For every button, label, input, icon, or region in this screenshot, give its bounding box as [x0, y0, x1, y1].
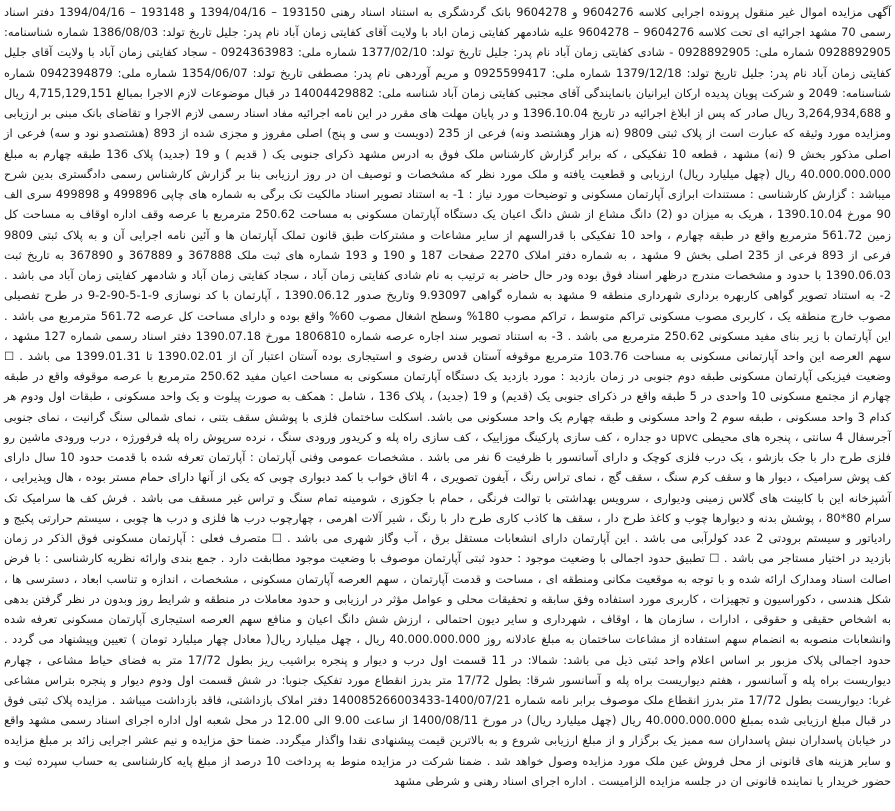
auction-notice-text: آگهی مزایده اموال غیر منقول پرونده اجرایی کلاسه 9604276 و 9604278 بانک گردشگری به استناد اسناد رهنی 193150 – 1394/04/16 و 193148 – 1394/04/16 دفتر اسناد رسمی 70 مشهد اجرائیه ای تحت کلاسه 9604276 – 9604278 علیه شادمهر کفایتی زمان اباد با ولایت آقای کفایتی زمان آباد نام پدر: جلیل تاریخ تولد: 1386/08/03 شماره شناسنامه: 0928892905 شماره ملی: 0928892905 - شادی کفایتی زمان آباد نام پدر: جلیل تاریخ تولد: 1377/02/10 شماره ملی: 0924363983 - سجاد کفایتی زمان آباد با ولایت آقای جلیل کفایتی زمان آباد نام پدر: جلیل تاریخ تولد: 1379/12/18 شماره ملی: 0925599417 و مریم آوردهی نام پدر: مصطفی تاریخ تولد: 1354/06/07 شماره ملی: 0942394879 شماره شناسنامه: 2049 و شرکت پویان پدیده ارکان ایرانیان بانمایندگی آقای مجتبی کفایتی زمان آباد شناسه ملی: 14004429882 در قبال موضوعات لازم الاجرا بمبالغ 4,715,129,151 ریال و 3,264,934,688 ریال صادر که پس از ابلاغ اجرائیه در تاریخ 1396.10.04 و در پایان مهلت های مقرر در این نامه اجرائیه مفاد اسناد رسمی لازم الاجرا و تقاضای بانک مبنی بر ارزیابی ومزایده مورد وثیقه که عبارت است از پلاک ثبتی 9809 (نه هزار وهشتصد ونه) فرعی از 235 (دویست و سی و پنج) اصلی مفروز و مجزی شده از 893 (هشتصدو نود و سه) فرعی از اصلی مذکور بخش 9 (نه) مشهد ، قطعه 10 تفکیکی ، که برابر گزارش کارشناس ملک فوق به ادرس مشهد ذکرای جنوبی یک ( قدیم ) و 19 (جدید) پلاک 136 طبقه چهارم به مبلغ 40.000.000.000 ریال (چهل میلیارد ریال) ارزیابی و قطعیت یافته و ملک مورد نظر که مشخصات و توصیف ان در روز ارزیابی بنا بر گزارش کارشناس رسمی دادگستری بدین شرح میباشد : گزارش کارشناسی : مستندات ابرازی آپارتمان مسکونی و توضیحات مورد نیاز : 1- به استناد تصویر اسناد مالکیت تک برگی به شماره های چاپی 499896 و 499898 سری الف 90 مورخ 1390.10.04 ، هریک به میزان دو (2) دانگ مشاع از شش دانگ اعیان یک دستگاه آپارتمان مسکونی به مساحت 250.62 مترمربع با عرصه وقف اداره اوقاف به مساحت کل زمین 561.72 مترمربع واقع در طبقه چهارم ، واحد 10 تفکیکی با قدرالسهم از سایر مشاعات و مشترکات طبق قانون تملک آپارتمان ها و آئین نامه اجرایی آن و به پلاک ثبتی 9809 فرعی از 893 فرعی از 235 اصلی بخش 9 مشهد ، به شماره دفتر املاک 2270 صفحات 187 و 190 و 193 شماره های ثبت ملک 367888 و 367889 و 367890 به تاریخ ثبت 1390.06.03 با حدود و مشخصات مندرج درظهر اسناد فوق بوده ودر حال حاضر به ترتیب به نام شادی کفایتی زمان آباد ، سجاد کفایتی زمان آباد و شادمهر کفایتی زمان آباد می باشد . 2- به استناد تصویر گواهی کاربهره برداری شهرداری منطقه 9 مشهد به شماره گواهی 9.93097 وتاریخ صدور 1390.06.12 ، آپارتمان با کد نوسازی 9-1-5-90-2-9 در طرح تفصیلی مصوب خارج منطقه یک ، کاربری مصوب مسکونی تراکم متوسط ، تراکم مصوب 180% وسطح اشغال مصوب 60% واقع بوده و دارای مساحت کل عرصه 561.72 مترمربع می باشد . این آپارتمان با زیر بنای مفید مسکونی 250.62 مترمربع می باشد . 3- به استناد تصویر سند اجاره عرصه شماره 1806810 مورخ 1390.07.18 دفتر اسناد رسمی شماره 127 مشهد ، سهم العرصه این واحد آپارتمانی مسکونی به مساحت 103.76 مترمربع موقوفه آستان قدس رضوی و استیجاری بوده آستان اعتبار آن از 1390.02.01 تا 1399.01.31 می باشد . ☐ وضعیت فیزیکی آپارتمان مسکونی طبقه دوم جنوبی در زمان بازدید : مورد بازدید یک دستگاه آپارتمان مسکونی به مساحت اعیان مفید 250.62 مترمربع با عرصه موقوفه واقع در طبقه چهارم از مجتمع مسکونی 10 واحدی در 5 طبقه واقع در ذکرای جنوبی یک (قدیم) و 19 (جدید) ، پلاک 136 ، شامل : همکف به صورت پیلوت و یک واحد مسکونی ، طبقات اول ودوم هر کدام 3 واحد مسکونی ، طبقه سوم 2 واحد مسکونی و طبقه چهارم یک واحد مسکونی می باشد. اسکلت ساختمان فلزی با پوشش سقف بتنی ، نمای شمالی سنگ گرانیت ، نمای جنوبی آجرسفال 4 سانتی ، پنجره های محیطی upvc دو جداره ، کف سازی پارکینگ موزاییک ، کف سازی راه پله و کریدور ورودی سنگ ، نرده سرپوش راه پله فرفورژه ، درب ورودی ماشین رو فلزی طرح دار با جک بازشو ، یک درب فلزی کوچک و دارای آسانسور با ظرفیت 6 نفر می باشد . مشخصات عمومی وفنی آپارتمان : آپارتمان تعرفه شده با قدمت حدود 10 سال دارای کف پوش سرامیک ، دیوار ها و سقف کرم سنگ ، سقف گچ ، نمای تراس رنگ ، آیفون تصویری ، 4 اتاق خواب با کمد دیواری چوبی که یکی از آنها دارای حمام مستر بوده ، هال وپذیرایی ، آشپزخانه این با کابینت های گلاس زمینی ودیواری ، سرویس بهداشتی با توالت فرنگی ، حمام با جکوزی ، شومینه تمام سنگ و تراس غیر مسقف می باشد . فرش کف ها سرامیک تک سرام 80*80 ، پوشش بدنه و دیوارها چوب و کاغذ طرح دار ، سقف ها کاذب کاری طرح دار با رنگ ، شیر آلات اهرمی ، چهارچوب درب ها فلزی و درب ها چوبی ، سیستم حرارتی پکیج و رادیاتور و سیستم برودتی 2 عدد کولرآبی می باشد . این آپارتمان دارای انشعابات مستقل برق ، آب وگاز شهری می باشد . ☐ متصرف فعلی : آپارتمان مسکونی فوق الذکر در زمان بازدید در اختیار مستاجر می باشد . ☐ تطبیق حدود اجمالی با وضعیت موجود : حدود ثبتی آپارتمان موصوف با وضعیت موجود مطابقت دارد . جمع بندی وارائه نظریه کارشناسی : با فرض اصالت اسناد ومدارک ارائه شده و با توجه به موقعیت مکانی ومنطقه ای ، مساحت و قدمت آپارتمان ، سهم العرصه آپارتمان مسکونی ، مشخصات ، اندازه و تناسب ابعاد ، دسترسی ها ، شکل هندسی ، دکوراسیون و تجهیزات ، کاربری مورد استفاده وفق سابقه و تحقیقات محلی و عوامل مؤثر در ارزیابی و حدود معاملات در منطقه و شرایط روز وبدون در نظر گرفتن بدهی به اشخاص حقیقی و حقوقی ، ادارات ، سازمان ها ، اوقاف ، شهرداری و سایر دیون احتمالی ، ارزش شش دانگ اعیان و منافع سهم العرصه استیجاری آپارتمان مسکونی تعرفه شده وانشعابات منصوبه به انضمام سهم استفاده از مشاعات ساختمان به مبلغ عادلانه روز 40.000.000.000 ریال ، چهل میلیارد ریال( معادل چهار میلیارد تومان ) تعیین وپیشنهاد می گردد . حدود اجمالی پلاک مزبور بر اساس اعلام واحد ثبتی ذیل می باشد: شمالا: در 11 قسمت اول درب و دیوار و پنجره براشیب ریز بطول 17/72 متر به فضای حیاط مشاعی ، چهارم دیواریست براه پله و آسانسور ، هفتم دیواریست براه پله و آسانسور شرقا: بطول 17/72 متر بدرز انقطاع مورد تفکیک جنوبا: در شش قسمت اول ودوم دیوار و پنجره بتراس مشاعی غربا: دیواریست بطول 17/72 متر بدرز انقطاع ملک موصوف برابر نامه شماره 1400/07/21-140085266003433 دفتر املاک بازداشتی، فاقد بازداشت میباشد . مزایده پلاک ثبتی فوق در قبال مبلغ ارزیابی شده بمبلغ 40.000.000.000 ریال (چهل میلیارد ریال) در مورخ 1400/08/11 از ساعت 9.00 الی 12.00 در محل شعبه اول اداره اجرای اسناد رسمی مشهد واقع در خیابان پاسداران نبش پاسداران سه ممیز یک برگزار و از مبلغ ارزیابی شروع و به بالاترین قیمت پیشنهادی نقدا واگذار میگردد. ضمنا حق مزایده و نیم عشر اجرایی زائد بر مبلغ مزایده و سایر هزینه های قانونی از محل فروش عین ملک مورد مزایده وصول خواهد شد . ضمنا شرکت در مزایده منوط به پرداخت 10 درصد از مبلغ پایه کارشناسی به حساب سپرده ثبت و حضور خریدار یا نماینده قانونی ان در جلسه مزایده الزامیست . اداره اجرای اسناد رهنی و شرطی مشهد — [4, 5, 892, 788]
